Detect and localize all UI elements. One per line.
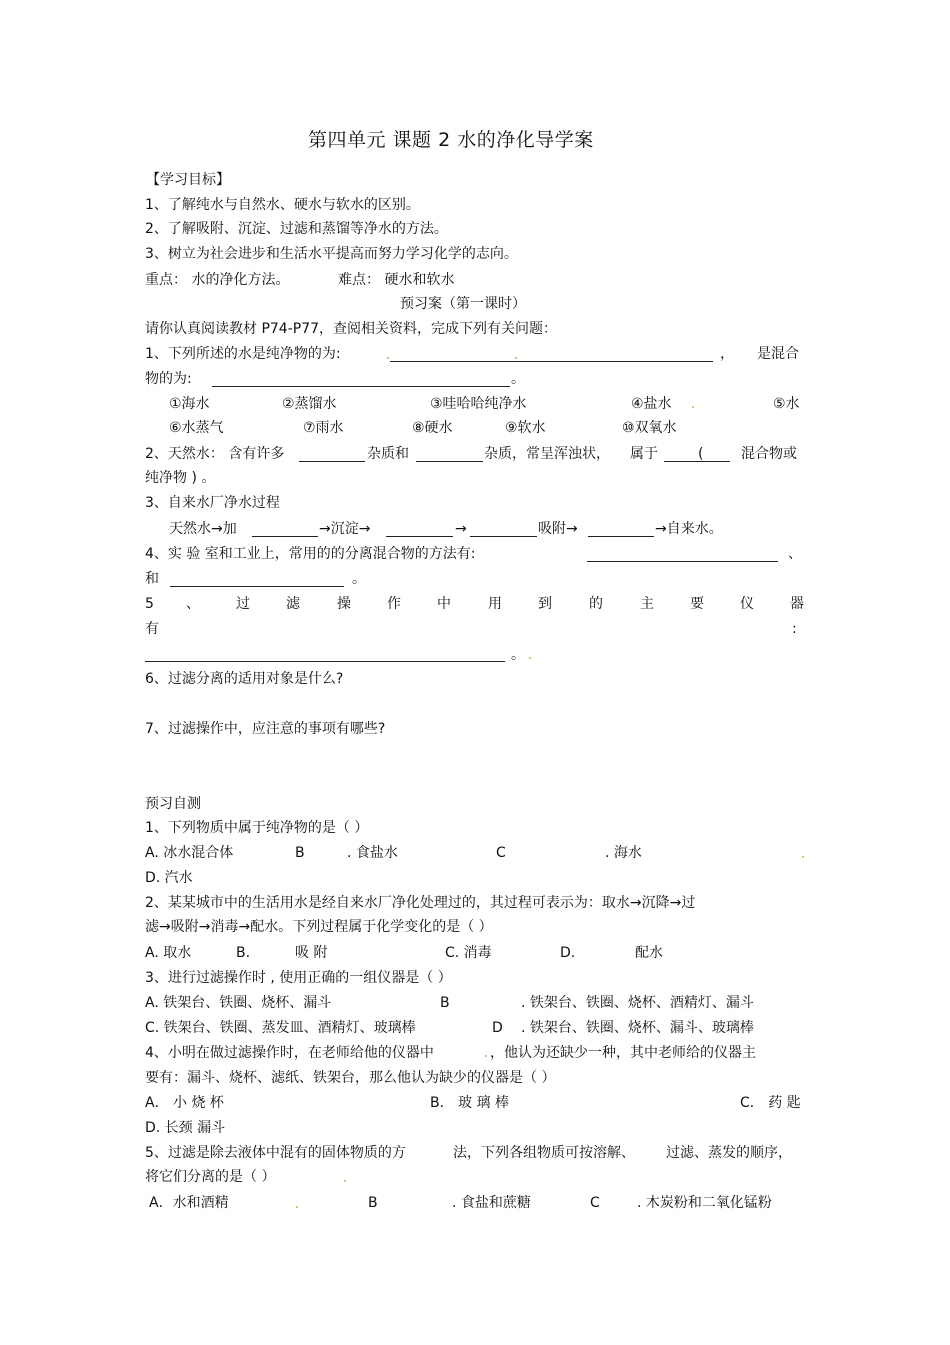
question-6: 6、过滤分离的适用对象是什么?: [145, 671, 344, 687]
test-question-5-cont: 过滤、蒸发的顺序，: [666, 1145, 792, 1161]
punct: 。: [511, 647, 525, 663]
test-question-2: 2、某某城市中的生活用水是经自来水厂净化处理过的，其过程可表示为：取水→沉降→过: [145, 895, 696, 911]
q5-char: 仪: [740, 596, 754, 612]
question-1-line2: 物的为:: [145, 371, 192, 387]
q5-char: 到: [538, 596, 552, 612]
scan-speck: [802, 856, 804, 858]
choice-b[interactable]: . 食盐和蔗糖: [452, 1195, 531, 1211]
answer-blank[interactable]: [664, 461, 730, 462]
choice-c[interactable]: C. 铁架台、铁圈、蒸发皿、酒精灯、玻璃棒: [145, 1020, 416, 1036]
question-2-text: 混合物或: [741, 446, 797, 462]
choice-b-letter[interactable]: B: [368, 1195, 378, 1211]
test-question-2-line2: 滤→吸附→消毒→配水。下列过程属于化学变化的是（ ）: [145, 919, 493, 935]
preview-heading: 预习案（第一课时）: [400, 296, 526, 312]
question-2-line2: 纯净物 ) 。: [145, 470, 216, 486]
scan-speck: [296, 1206, 298, 1208]
scan-speck: [485, 1055, 487, 1057]
option: ③哇哈哈纯净水: [430, 396, 527, 412]
option: ⑨软水: [505, 420, 546, 436]
choice-a[interactable]: A. 冰水混合体: [145, 845, 234, 861]
choice-a[interactable]: A. 取水: [145, 945, 192, 961]
choice-b[interactable]: . 食盐水: [347, 845, 398, 861]
punct: 。: [511, 371, 525, 387]
choice-d[interactable]: D. 汽水: [145, 870, 193, 886]
objectives-heading: 【学习目标】: [146, 172, 230, 188]
question-5-line2: 有: [145, 621, 159, 637]
choice-d[interactable]: 配水: [635, 945, 663, 961]
question-2-text: 杂质，常呈浑浊状，: [484, 446, 610, 462]
option: ④盐水: [631, 396, 672, 412]
question-7: 7、过滤操作中，应注意的事项有哪些?: [145, 721, 386, 737]
answer-blank[interactable]: [252, 536, 318, 537]
q5-char: 、: [186, 596, 200, 612]
choice-b[interactable]: . 铁架台、铁圈、烧杯、酒精灯、漏斗: [521, 995, 754, 1011]
choice-c[interactable]: . 木炭粉和二氧化锰粉: [637, 1195, 772, 1211]
q5-char: 5: [145, 596, 154, 612]
q5-char: 滤: [286, 596, 300, 612]
key-point: 重点： 水的净化方法。: [145, 272, 290, 288]
question-4-line2: 和: [145, 571, 159, 587]
answer-blank[interactable]: [386, 536, 453, 537]
test-question-4-line2: 要有：漏斗、烧杯、滤纸、铁架台，那么他认为缺少的仪器是（ ）: [145, 1070, 556, 1086]
question-2: 2、天然水： 含有许多: [145, 446, 285, 462]
q5-char: 主: [640, 596, 654, 612]
scan-speck: [344, 1180, 346, 1182]
question-2-text: 属于: [630, 446, 658, 462]
punct: 、: [788, 546, 802, 562]
question-2-text: 杂质和: [367, 446, 409, 462]
process-text: 吸附→: [538, 521, 578, 537]
answer-blank[interactable]: [588, 536, 654, 537]
preview-intro: 请你认真阅读教材 P74-P77，查阅相关资料，完成下列有关问题：: [145, 321, 558, 337]
q5-char: 用: [488, 596, 502, 612]
option: ⑦雨水: [303, 420, 344, 436]
option: ⑧硬水: [412, 420, 453, 436]
objective-item: 3、树立为社会进步和生活水平提高而努力学习化学的志向。: [145, 246, 518, 262]
answer-blank[interactable]: [416, 461, 483, 462]
answer-blank[interactable]: [170, 586, 344, 587]
choice-c[interactable]: C． 药 匙: [740, 1095, 801, 1111]
test-question-4: 4、小明在做过滤操作时，在老师给他的仪器中: [145, 1045, 434, 1061]
test-question-3: 3、进行过滤操作时 , 使用正确的一组仪器是（ ）: [145, 970, 452, 986]
choice-d[interactable]: . 铁架台、铁圈、烧杯、漏斗、玻璃棒: [521, 1020, 754, 1036]
choice-a[interactable]: A． 小 烧 杯: [145, 1095, 224, 1111]
choice-b-letter[interactable]: B: [440, 995, 450, 1011]
self-test-heading: 预习自测: [145, 796, 201, 812]
answer-blank[interactable]: [587, 561, 778, 562]
answer-blank[interactable]: [390, 361, 713, 362]
option: ⑥水蒸气: [169, 420, 224, 436]
page-title: 第四单元 课题 2 水的净化导学案: [308, 129, 594, 151]
scan-speck: [692, 406, 694, 408]
process-text: →: [455, 521, 467, 537]
option: ⑤水: [773, 396, 800, 412]
punct: :: [792, 621, 797, 637]
punct: 。: [352, 571, 366, 587]
q5-char: 器: [790, 596, 804, 612]
question-4: 4、实 验 室和工业上，常用的的分离混合物的方法有:: [145, 546, 476, 562]
choice-a[interactable]: A. 铁架台、铁圈、烧杯、漏斗: [145, 995, 332, 1011]
choice-b-letter[interactable]: B.: [236, 945, 251, 961]
objective-item: 1、了解纯水与自然水、硬水与软水的区别。: [145, 197, 420, 213]
q5-char: 的: [589, 596, 603, 612]
choice-b[interactable]: 吸 附: [295, 945, 328, 961]
q5-char: 要: [690, 596, 704, 612]
test-question-5: 5、过滤是除去液体中混有的固体物质的方: [145, 1145, 406, 1161]
option: ②蒸馏水: [282, 396, 337, 412]
q5-char: 作: [387, 596, 401, 612]
option: ⑩双氧水: [622, 420, 677, 436]
question-1: 1、下列所述的水是纯净物的为:: [145, 346, 341, 362]
objective-item: 2、了解吸附、沉淀、过滤和蒸馏等净水的方法。: [145, 221, 448, 237]
answer-blank[interactable]: [145, 661, 505, 662]
process-text: 天然水→加: [169, 521, 237, 537]
test-question-1: 1、下列物质中属于纯净物的是（ ）: [145, 820, 369, 836]
test-question-5-line2: 将它们分离的是（ ）: [145, 1169, 276, 1185]
choice-c-letter[interactable]: C: [496, 845, 506, 861]
choice-c[interactable]: . 海水: [605, 845, 642, 861]
q5-char: 中: [437, 596, 451, 612]
choice-b-letter[interactable]: B: [295, 845, 305, 861]
scan-speck: [515, 357, 517, 359]
choice-d-letter[interactable]: D: [492, 1020, 503, 1036]
q5-char: 过: [236, 596, 250, 612]
scan-speck: [387, 357, 389, 359]
choice-d[interactable]: D. 长颈 漏斗: [145, 1120, 226, 1136]
process-text: →自来水。: [655, 521, 723, 537]
choice-d-letter[interactable]: D.: [560, 945, 576, 961]
test-question-4-cont: ，他认为还缺少一种，其中老师给的仪器主: [490, 1045, 756, 1061]
question-3: 3、自来水厂净水过程: [145, 495, 280, 511]
punct: ，: [720, 346, 734, 362]
choice-b[interactable]: B． 玻 璃 棒: [430, 1095, 509, 1111]
choice-c-letter[interactable]: C: [590, 1195, 600, 1211]
choice-a[interactable]: A．水和酒精: [149, 1195, 229, 1211]
scan-speck: [529, 657, 531, 659]
question-1-mixed: 是混合: [757, 346, 799, 362]
answer-blank[interactable]: [470, 536, 537, 537]
q5-char: 操: [337, 596, 351, 612]
answer-blank[interactable]: [299, 461, 365, 462]
process-text: →沉淀→: [319, 521, 371, 537]
answer-blank[interactable]: [212, 386, 510, 387]
difficulty: 难点： 硬水和软水: [338, 272, 455, 288]
punct: (: [698, 446, 704, 462]
choice-c[interactable]: C. 消毒: [445, 945, 492, 961]
test-question-5-cont: 法，下列各组物质可按溶解、: [453, 1145, 635, 1161]
option: ①海水: [169, 396, 210, 412]
